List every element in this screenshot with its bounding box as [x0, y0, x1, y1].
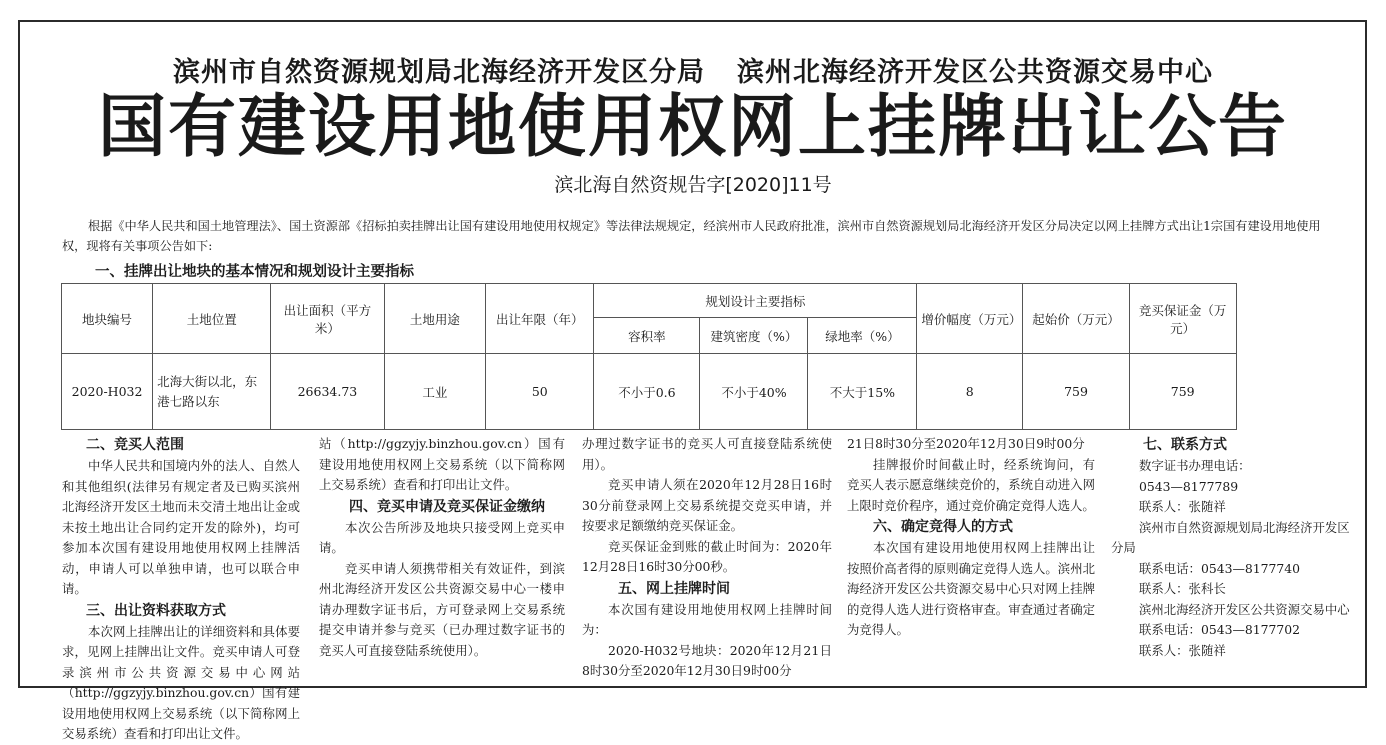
cell-density: 不小于40%	[700, 354, 808, 430]
header-parcel-no: 地块编号	[62, 284, 153, 354]
cell-green: 不大于15%	[808, 354, 917, 430]
header-increment: 增价幅度（万元）	[917, 284, 1023, 354]
column-4	[847, 434, 1095, 641]
section-3-title: 三、出让资料获取方式	[86, 602, 226, 619]
issuer-2: 滨州北海经济开发区公共资源交易中心	[737, 57, 1213, 88]
section-4-para-1: 本次公告所涉及地块只接受网上竞买申请。	[319, 519, 565, 555]
section-7-title: 七、联系方式	[1143, 437, 1227, 453]
issuer-1: 滨州市自然资源规划局北海经济开发区分局	[173, 57, 705, 88]
section-5-title: 五、网上挂牌时间	[618, 580, 730, 597]
org-1-phone: 联系电话：0543—8177740	[1139, 560, 1301, 576]
table-row	[62, 354, 1335, 430]
header-planning: 规划设计主要指标	[594, 284, 917, 318]
header-far: 容积率	[594, 318, 700, 354]
section-6-body: 本次国有建设用地使用权网上挂牌出让按照价高者得的原则确定竞得人选人。滨州北海经济开发区公共资源交易中心只对网上挂牌的竞得人选人进行资格审查。审查通过者确定为竞得人。	[847, 540, 1095, 637]
org-1-contact: 联系人：张科长	[1139, 581, 1226, 596]
cell-term: 50	[486, 354, 594, 430]
section-3-body-cont: 站（http://ggzyjy.binzhou.gov.cn）国有建设用地使用权网上交易系统（以下简称网上交易系统）查看和打印出让文件。	[319, 436, 565, 492]
section-3-body: 本次网上挂牌出让的详细资料和具体要求，见网上挂牌出让文件。竞买申请人可登录滨州市公共资源交易中心网站（http://ggzyjy.binzhou.gov.cn）国有建设用地使用权网上交易系统（以下简称网上交易系统）查看和打印出让文件。	[62, 623, 300, 741]
cell-use: 工业	[384, 354, 486, 430]
header-term: 出让年限（年）	[486, 284, 594, 354]
header-density: 建筑密度（%）	[700, 318, 808, 354]
column-5	[1111, 434, 1354, 661]
section-5-para-2: 2020-H032号地块：2020年12月21日8时30分至2020年12月30日9时00分	[582, 642, 832, 678]
section-5-para-2-cont: 21日8时30分至2020年12月30日9时00分	[847, 436, 1085, 451]
section-6-title: 六、确定竞得人的方式	[873, 519, 1013, 535]
section-1-title: 一、挂牌出让地块的基本情况和规划设计主要指标	[95, 264, 414, 280]
section-4-para-2: 竞买申请人须携带相关有效证件，到滨州北海经济开发区公共资源交易中心一楼申请办理数字证书后，方可登录网上交易系统提交申请并参与竞买（已办理过数字证书的竞买人可直接登陆系统使用）。	[319, 560, 565, 658]
cell-location: 北海大街以北，东港七路以东	[153, 354, 271, 430]
header-deposit: 竞买保证金（万元）	[1129, 284, 1236, 354]
cell-far: 不小于0.6	[594, 354, 700, 430]
cell-deposit: 759	[1129, 354, 1236, 430]
notice-title: 国有建设用地使用权网上挂牌出让公告	[97, 88, 1288, 167]
section-2-body: 中华人民共和国境内外的法人、自然人和其他组织(法律另有规定者及已购买滨州北海经济开发区土地而未交清土地出让金或未按土地出让合同约定开发的除外)，均可参加本次国有建设用地使用权网上挂牌活动，申请人可以单独申请，也可以联合申请。	[62, 458, 300, 596]
cert-phone-label: 数字证书办理电话：	[1139, 458, 1251, 473]
section-4-para-2-cont: 办理过数字证书的竞买人可直接登陆系统使用）。	[582, 436, 832, 472]
column-3	[582, 434, 832, 678]
cell-start-price: 759	[1023, 354, 1130, 430]
header-use: 土地用途	[384, 284, 486, 354]
org-2-name: 滨州北海经济开发区公共资源交易中心	[1139, 601, 1350, 617]
intro-paragraph: 根据《中华人民共和国土地管理法》、国土资源部《招标拍卖挂牌出让国有建设用地使用权规定》等法律法规规定，经滨州市人民政府批准，滨州市自然资源规划局北海经济开发区分局决定以网上挂牌方式出让1宗国有建设用地使用权，现将有关事项公告如下:	[62, 219, 1321, 253]
org-1-name: 滨州市自然资源规划局北海经济开发区分局	[1111, 519, 1350, 555]
cert-phone: 0543—8177789	[1139, 478, 1239, 494]
header-green: 绿地率（%）	[808, 318, 917, 354]
header-area: 出让面积（平方米）	[271, 284, 384, 354]
issuers-line	[0, 50, 1386, 89]
org-2-contact: 联系人：张随祥	[1139, 642, 1226, 658]
section-4-title: 四、竞买申请及竞买保证金缴纳	[349, 498, 545, 515]
document-number: 滨北海自然资规告字[2020]11号	[554, 174, 832, 196]
column-2	[319, 434, 565, 658]
cell-area: 26634.73	[271, 354, 384, 430]
header-start-price: 起始价（万元）	[1023, 284, 1130, 354]
org-2-phone: 联系电话：0543—8177702	[1139, 622, 1301, 637]
section-5-para-3: 挂牌报价时间截止时，经系统询问，有竞买人表示愿意继续竞价的，系统自动进入网上限时竞价程序，通过竞价确定竞得人选人。	[847, 456, 1095, 513]
section-2-title: 二、竞买人范围	[86, 437, 184, 453]
land-parcel-table	[61, 283, 1335, 430]
cell-increment: 8	[917, 354, 1023, 430]
cert-contact: 联系人：张随祥	[1139, 499, 1226, 514]
section-4-para-3: 竞买申请人须在2020年12月28日16时30分前登录网上交易系统提交竞买申请，并按要求足额缴纳竞买保证金。	[582, 477, 832, 533]
section-4-para-4: 竞买保证金到账的截止时间为：2020年12月28日16时30分00秒。	[582, 538, 832, 574]
header-location: 土地位置	[153, 284, 271, 354]
cell-parcel-no: 2020-H032	[62, 354, 153, 430]
column-1	[62, 434, 300, 741]
section-5-para-1: 本次国有建设用地使用权网上挂牌时间为：	[582, 601, 832, 637]
